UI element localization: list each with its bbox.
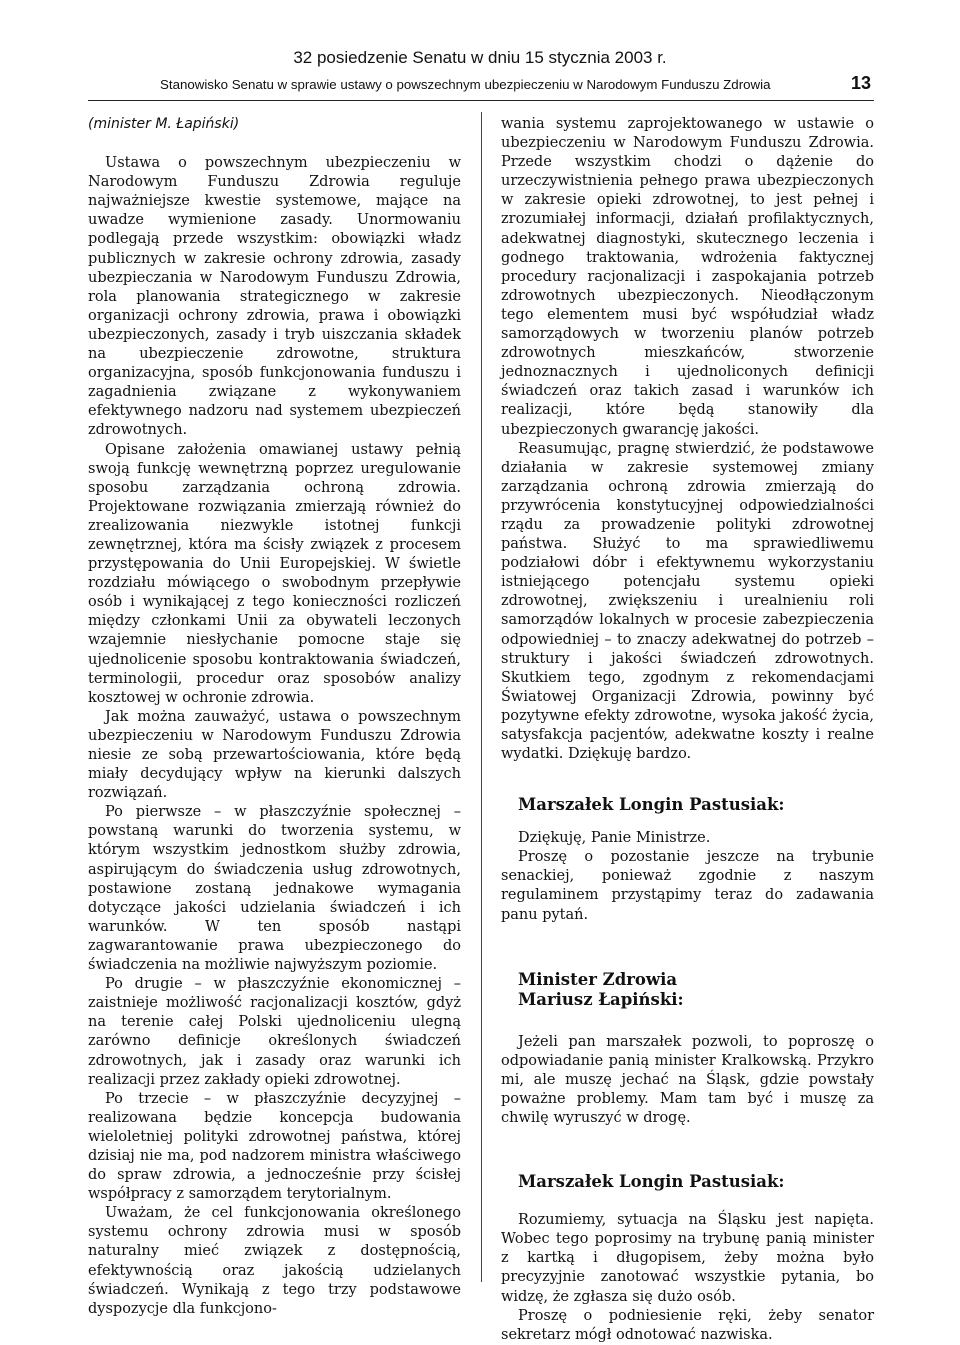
speaker-heading: Mariusz Łapiński: [518, 989, 684, 1009]
left-column [88, 115, 461, 1319]
paragraph: Po trzecie – w płaszczyźnie decyzyjnej – realizowana będzie koncepcja budowania wieloletniej polityki zdrowotnej państwa, której dzisiaj nie ma, pod nadzorem ministra właściwego do spraw zdrowia, a jednocześnie przy ścisłej współpracy z samorządem terytorialnym. [88, 1090, 461, 1203]
paragraph: Jeżeli pan marszałek pozwoli, to poproszę o odpowiadanie panią minister Kralkowską. Przykro mi, ale muszę jechać na Śląsk, gdzie powstały poważne problemy. Mam tam być i muszę za chwilę wyruszyć w drogę. [501, 1033, 874, 1127]
paragraph: Rozumiemy, sytuacja na Śląsku jest napięta. Wobec tego poprosimy na trybunę panią minister z kartką i długopisem, żeby można było precyzyjnie zanotować wszystkie pytania, bo widzę, że zgłasza się dużo osób. [501, 1212, 874, 1305]
page-header-title: 32 posiedzenie Senatu w dniu 15 stycznia 2003 r. [293, 48, 667, 67]
paragraph: Ustawa o powszechnym ubezpieczeniu w Narodowym Funduszu Zdrowia reguluje najważniejsze kwestie systemowe, mające na uwadze wymienione zasady. Unormowaniu podlegają przede wszystkim: obowiązki władz publicznych w zakresie ochrony zdrowia, zasady ubezpieczania w Narodowym Funduszu Zdrowia, rola planowania strategicznego w zakresie organizacji ochrony zdrowia, prawa i obowiązki ubezpieczonych, zasady i tryb uiszczania składek na ubezpieczenie zdrowotne, struktura organizacyjna, sposób funkcjonowania funduszu i zagadnienia związane z wykonywaniem efektywnego nadzoru nad systemem ubezpieczeń zdrowotnych. [88, 155, 461, 439]
header-rule [88, 100, 874, 101]
speaker-note: (minister M. Łapiński) [88, 116, 240, 132]
speaker-heading: Marszałek Longin Pastusiak: [518, 795, 785, 815]
paragraph: Proszę o pozostanie jeszcze na trybunie senackiej, ponieważ zgodnie z naszym regulaminem przystąpimy teraz do zadawania panu pytań. [501, 849, 874, 923]
paragraph: Po drugie – w płaszczyźnie ekonomicznej – zaistnieje możliwość racjonalizacji kosztów, gdyż na terenie całej Polski ujednoliceniu ulegną zarówno definicje określonych świadczeń zdrowotnych, jak i zasady oraz warunki ich realizacji przez zakłady opieki zdrowotnej. [88, 976, 461, 1088]
paragraph: Uważam, że cel funkcjonowania określonego systemu ochrony zdrowia musi w sposób naturalny mieć związek z dostępnością, efektywnością oraz jakością udzielanych świadczeń. Wynikają z tego trzy podstawowe dyspozycje dla funkcjono- [88, 1205, 461, 1317]
paragraph: Jak można zauważyć, ustawa o powszechnym ubezpieczeniu w Narodowym Funduszu Zdrowia niesie ze sobą przewartościowania, które będą miały decydujący wpływ na kierunki dalszych rozwiązań. [88, 708, 461, 802]
paragraph: Proszę o podniesienie ręki, żeby senator sekretarz mógł odnotować nazwiska. [501, 1307, 874, 1343]
page-header-subtitle: Stanowisko Senatu w sprawie ustawy o powszechnym ubezpieczeniu w Narodowym Funduszu Zdrowia [160, 77, 771, 92]
column-divider [481, 112, 482, 1282]
speaker-heading: Minister Zdrowia [518, 969, 678, 989]
right-column [501, 115, 874, 1345]
paragraph: Po pierwsze – w płaszczyźnie społecznej – powstaną warunki do tworzenia systemu, w którym wszystkim jednostkom służby zdrowia, aspirującym do świadczenia usług zdrowotnych, postawione zostaną jednakowe wymagania dotyczące jakości udzielania świadczeń i ich warunków. W ten sposób nastąpi zagwarantowanie prawa ubezpieczonego do świadczenia na możliwie najwyższym poziomie. [88, 804, 461, 974]
speaker-heading: Marszałek Longin Pastusiak: [518, 1172, 785, 1192]
paragraph: Opisane założenia omawianej ustawy pełnią swoją funkcję wewnętrzną poprzez uregulowanie sposobu zarządzania ochroną zdrowia. Projektowane rozwiązania zmierzają również do zrealizowania niezwykle istotnej funkcji zewnętrznej, która ma ścisły związek z procesem przystępowania do Unii Europejskiej. W świetle rozdziału mówiącego o swobodnym przepływie osób i wynikającej z tego konieczności rozliczeń między członkami Unii za obywateli leczonych wzajemnie niesłychanie pomocne staje się ujednolicenie sposobu kontraktowania świadczeń, terminologii, procedur oraz sposobów analizy kosztowej w ochronie zdrowia. [88, 441, 461, 706]
page-number: 13 [851, 73, 872, 93]
paragraph: Reasumując, pragnę stwierdzić, że podstawowe działania w zakresie systemowej zmiany zarządzania ochroną zdrowia zmierzają do przywrócenia konstytucyjnej odpowiedzialności rządu za prowadzenie polityki zdrowotnej państwa. Służyć to ma sprawiedliwemu podziałowi dóbr i efektywnemu wykorzystaniu istniejącego potencjału systemu opieki zdrowotnej, zwiększeniu i urealnieniu roli samorządów lokalnych w procesie zabezpieczenia odpowiedniej – to znaczy adekwatnej do potrzeb – struktury i jakości świadczeń zdrowotnych. Skutkiem tego, zgodnym z rekomendacjami Światowej Organizacji Zdrowia, powinny być pozytywne efekty zdrowotne, wysoka jakość życia, satysfakcja pacjentów, adekwatne koszty i realne wydatki. Dziękuję bardzo. [501, 440, 874, 763]
paragraph: Dziękuję, Panie Ministrze. [518, 830, 711, 847]
paragraph-continuation: wania systemu zaprojektowanego w ustawie o ubezpieczeniu w Narodowym Funduszu Zdrowia. Przede wszystkim chodzi o dążenie do urzeczywistnienia pełnego prawa ubezpieczonych w zakresie opieki zdrowotnej, to jest pełnej i zrozumiałej informacji, działań profilaktycznych, adekwatnej diagnostyki, skutecznego leczenia i godnego traktowania, wdrożenia faktycznej procedury racjonalizacji i zaspokajania potrzeb zdrowotnych ubezpieczonych. Nieodłączonym tego elementem musi być współudział władz samorządowych w tworzeniu planów potrzeb zdrowotnych mieszkańców, stworzenie jednoznacznych i ujednoliconych definicji świadczeń oraz takich zasad i warunków ich realizacji, które będą stanowiły dla ubezpieczonych gwarancję jakości. [501, 116, 874, 438]
